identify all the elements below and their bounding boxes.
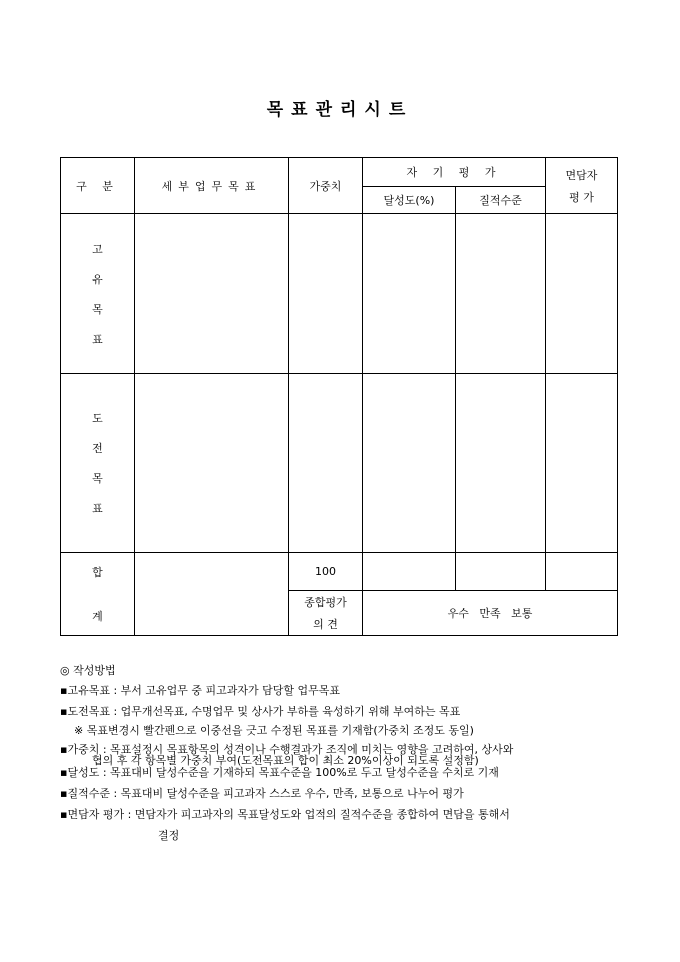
grade-options[interactable]: 우수 만족 보통: [363, 591, 618, 636]
challenge-detail-cell[interactable]: [135, 374, 289, 553]
total-interviewer-cell[interactable]: [546, 553, 618, 591]
label-char: 유: [92, 272, 103, 286]
label-char: 표: [92, 332, 103, 346]
note-item: 협의 후 각 항목별 가중치 부여(도전목표의 합이 최소 20%이상이 되도록 설정함): [92, 754, 479, 767]
label-char: 목: [92, 302, 103, 316]
label-char: 목: [92, 472, 103, 485]
overall-opinion-label: [289, 591, 363, 636]
header-interviewer-eval: [546, 158, 618, 214]
label-char: 전: [92, 442, 103, 455]
goal-management-table: [60, 157, 618, 636]
total-detail-cell: [135, 553, 289, 636]
inherent-detail-cell[interactable]: [135, 214, 289, 374]
header-detail-goals: 세부업무목표: [135, 158, 289, 214]
inherent-interviewer-cell[interactable]: [546, 214, 618, 374]
challenge-quality-cell[interactable]: [456, 374, 546, 553]
note-item: 결정: [158, 829, 180, 842]
row-label-total: [61, 553, 135, 636]
note-item: ▪면담자 평가 : 면담자가 피고과자의 목표달성도와 업적의 질적수준을 종합하여 면담을 통해서: [60, 808, 510, 821]
overall-line2: 의 견: [313, 618, 338, 631]
inherent-achievement-cell[interactable]: [363, 214, 456, 374]
note-item: ※ 목표변경시 빨간펜으로 이중선을 긋고 수정된 목표를 기재함(가중치 조정도 동일): [74, 724, 474, 737]
instructions-heading: ◎ 작성방법: [60, 664, 116, 677]
note-item: ▪달성도 : 목표대비 달성수준을 기재하되 목표수준을 100%로 두고 달성수준을 수치로 기재: [60, 766, 499, 779]
label-char: 도: [92, 412, 103, 425]
label-char: 표: [92, 502, 103, 515]
row-label-challenge: [61, 374, 135, 553]
header-interviewer-line1: 면담자: [565, 168, 598, 182]
header-achievement: 달성도(%): [363, 187, 456, 214]
inherent-quality-cell[interactable]: [456, 214, 546, 374]
note-item: ▪도전목표 : 업무개선목표, 수명업무 및 상사가 부하를 육성하기 위해 부여하는 목표: [60, 705, 461, 718]
header-interviewer-line2: 평 가: [569, 190, 594, 204]
header-category: 구 분: [61, 158, 135, 214]
header-weight: 가중치: [289, 158, 363, 214]
inherent-weight-cell[interactable]: [289, 214, 363, 374]
row-label-inherent: [61, 214, 135, 374]
page-title: 목표관리시트: [266, 100, 414, 120]
note-item: ▪가중치 : 목표설정시 목표항목의 성격이나 수행결과가 조직에 미치는 영향을 고려하여, 상사와: [60, 743, 514, 756]
label-char: 고: [92, 242, 103, 256]
header-self-evaluation: 자 기 평 가: [363, 158, 546, 187]
total-char: 계: [92, 610, 103, 623]
challenge-weight-cell[interactable]: [289, 374, 363, 553]
header-quality: 질적수준: [456, 187, 546, 214]
total-weight: 100: [289, 553, 363, 591]
total-achievement-cell[interactable]: [363, 553, 456, 591]
total-quality-cell[interactable]: [456, 553, 546, 591]
note-item: ▪고유목표 : 부서 고유업무 중 피고과자가 담당할 업무목표: [60, 684, 341, 697]
instructions: [60, 664, 513, 843]
challenge-achievement-cell[interactable]: [363, 374, 456, 553]
overall-line1: 종합평가: [304, 596, 347, 609]
note-item: ▪질적수준 : 목표대비 달성수준을 피고과자 스스로 우수, 만족, 보통으로 나누어 평가: [60, 787, 464, 800]
challenge-interviewer-cell[interactable]: [546, 374, 618, 553]
total-char: 합: [92, 566, 103, 579]
